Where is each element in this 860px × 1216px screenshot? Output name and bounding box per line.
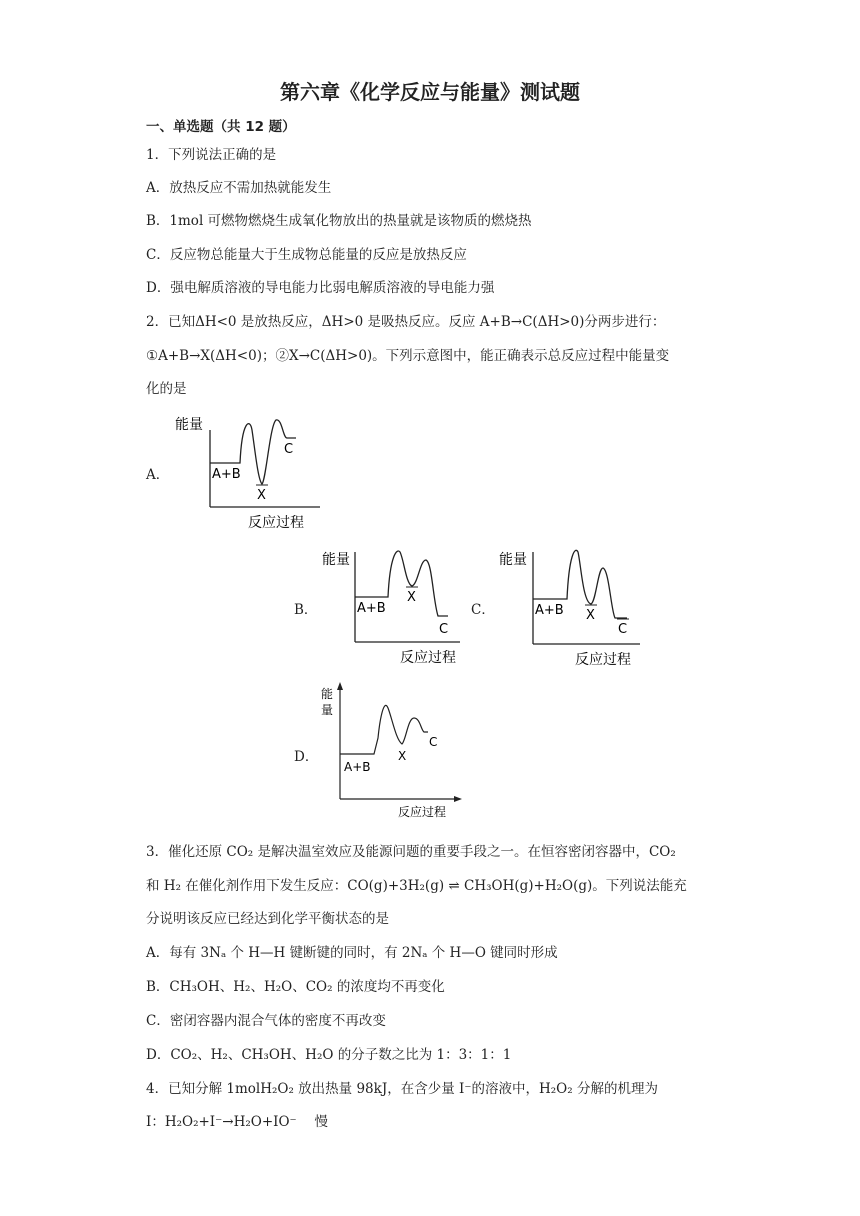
y-axis-label-bottom: 量 (321, 703, 334, 717)
q2-stem-line1: 2．已知ΔH<0 是放热反应，ΔH>0 是吸热反应。反应 A+B→C(ΔH>0)分两步进行： (146, 314, 666, 330)
reactant-label: A+B (535, 603, 564, 618)
q2-option-a-label: A． (146, 467, 170, 483)
q2-diagram-d (318, 678, 468, 823)
q2-diagram-c (495, 540, 655, 670)
intermediate-label: X (407, 590, 416, 605)
y-axis-label: 能量 (322, 552, 350, 568)
q4-stem-line1: 4．已知分解 1molH₂O₂ 放出热量 98kJ，在含少量 I⁻的溶液中，H₂O₂ 分解的机理为 (146, 1081, 658, 1097)
energy-curve (340, 705, 428, 754)
intermediate-label: X (398, 749, 407, 763)
x-axis-label: 反应过程 (398, 805, 447, 819)
y-axis-arrow (337, 682, 343, 690)
x-axis-label: 反应过程 (575, 652, 631, 668)
reactant-label: A+B (212, 467, 241, 482)
q1-option-b: B．1mol 可燃物燃烧生成氧化物放出的热量就是该物质的燃烧热 (146, 213, 532, 229)
q2-option-c-label: C． (471, 602, 495, 618)
q3-option-b: B．CH₃OH、H₂、H₂O、CO₂ 的浓度均不再变化 (146, 979, 445, 995)
y-axis-label-top: 能 (321, 687, 334, 701)
q2-option-d-label: D． (294, 749, 319, 765)
y-axis-label: 能量 (175, 417, 203, 433)
y-axis-label: 能量 (499, 552, 527, 568)
intermediate-label: X (257, 488, 266, 503)
q1-option-a: A．放热反应不需加热就能发生 (146, 180, 332, 196)
product-label: C (618, 622, 628, 637)
section-heading: 一、单选题（共 12 题） (146, 119, 296, 135)
q3-stem-line3: 分说明该反应已经达到化学平衡状态的是 (146, 911, 389, 927)
x-axis-label: 反应过程 (400, 650, 456, 666)
reactant-label: A+B (344, 760, 371, 774)
q1-option-d: D．强电解质溶液的导电能力比弱电解质溶液的导电能力强 (146, 280, 495, 296)
intermediate-label: X (586, 608, 595, 623)
q1-stem: 1．下列说法正确的是 (146, 147, 277, 163)
x-axis-arrow (454, 796, 462, 802)
q4-mechanism-step1: I：H₂O₂+I⁻→H₂O+IO⁻ 慢 (146, 1114, 328, 1130)
page-title: 第六章《化学反应与能量》测试题 (280, 80, 580, 104)
product-label: C (284, 442, 294, 457)
q2-option-b-label: B． (294, 602, 318, 618)
product-label: C (429, 735, 438, 749)
q2-stem-line3: 化的是 (146, 381, 187, 397)
q2-stem-line2: ①A+B→X(ΔH<0)；②X→C(ΔH>0)。下列示意图中，能正确表示总反应过程中能量变 (146, 348, 670, 364)
product-label: C (439, 622, 449, 637)
q2-diagram-b (320, 540, 480, 670)
q3-stem-line1: 3．催化还原 CO₂ 是解决温室效应及能源问题的重要手段之一。在恒容密闭容器中，CO₂ (146, 844, 676, 860)
q3-option-d: D．CO₂、H₂、CH₃OH、H₂O 的分子数之比为 1：3：1：1 (146, 1047, 512, 1063)
q1-option-c: C．反应物总能量大于生成物总能量的反应是放热反应 (146, 247, 467, 263)
q3-stem-line2: 和 H₂ 在催化剂作用下发生反应：CO(g)+3H₂(g) ⇌ CH₃OH(g)+H₂O(g)。下列说法能充 (146, 878, 687, 894)
x-axis-label: 反应过程 (248, 515, 304, 531)
reactant-label: A+B (357, 601, 386, 616)
q3-option-c: C．密闭容器内混合气体的密度不再改变 (146, 1013, 386, 1029)
q3-option-a: A．每有 3Nₐ 个 H—H 键断键的同时，有 2Nₐ 个 H—O 键同时形成 (146, 945, 558, 961)
q2-diagram-a (170, 410, 330, 535)
